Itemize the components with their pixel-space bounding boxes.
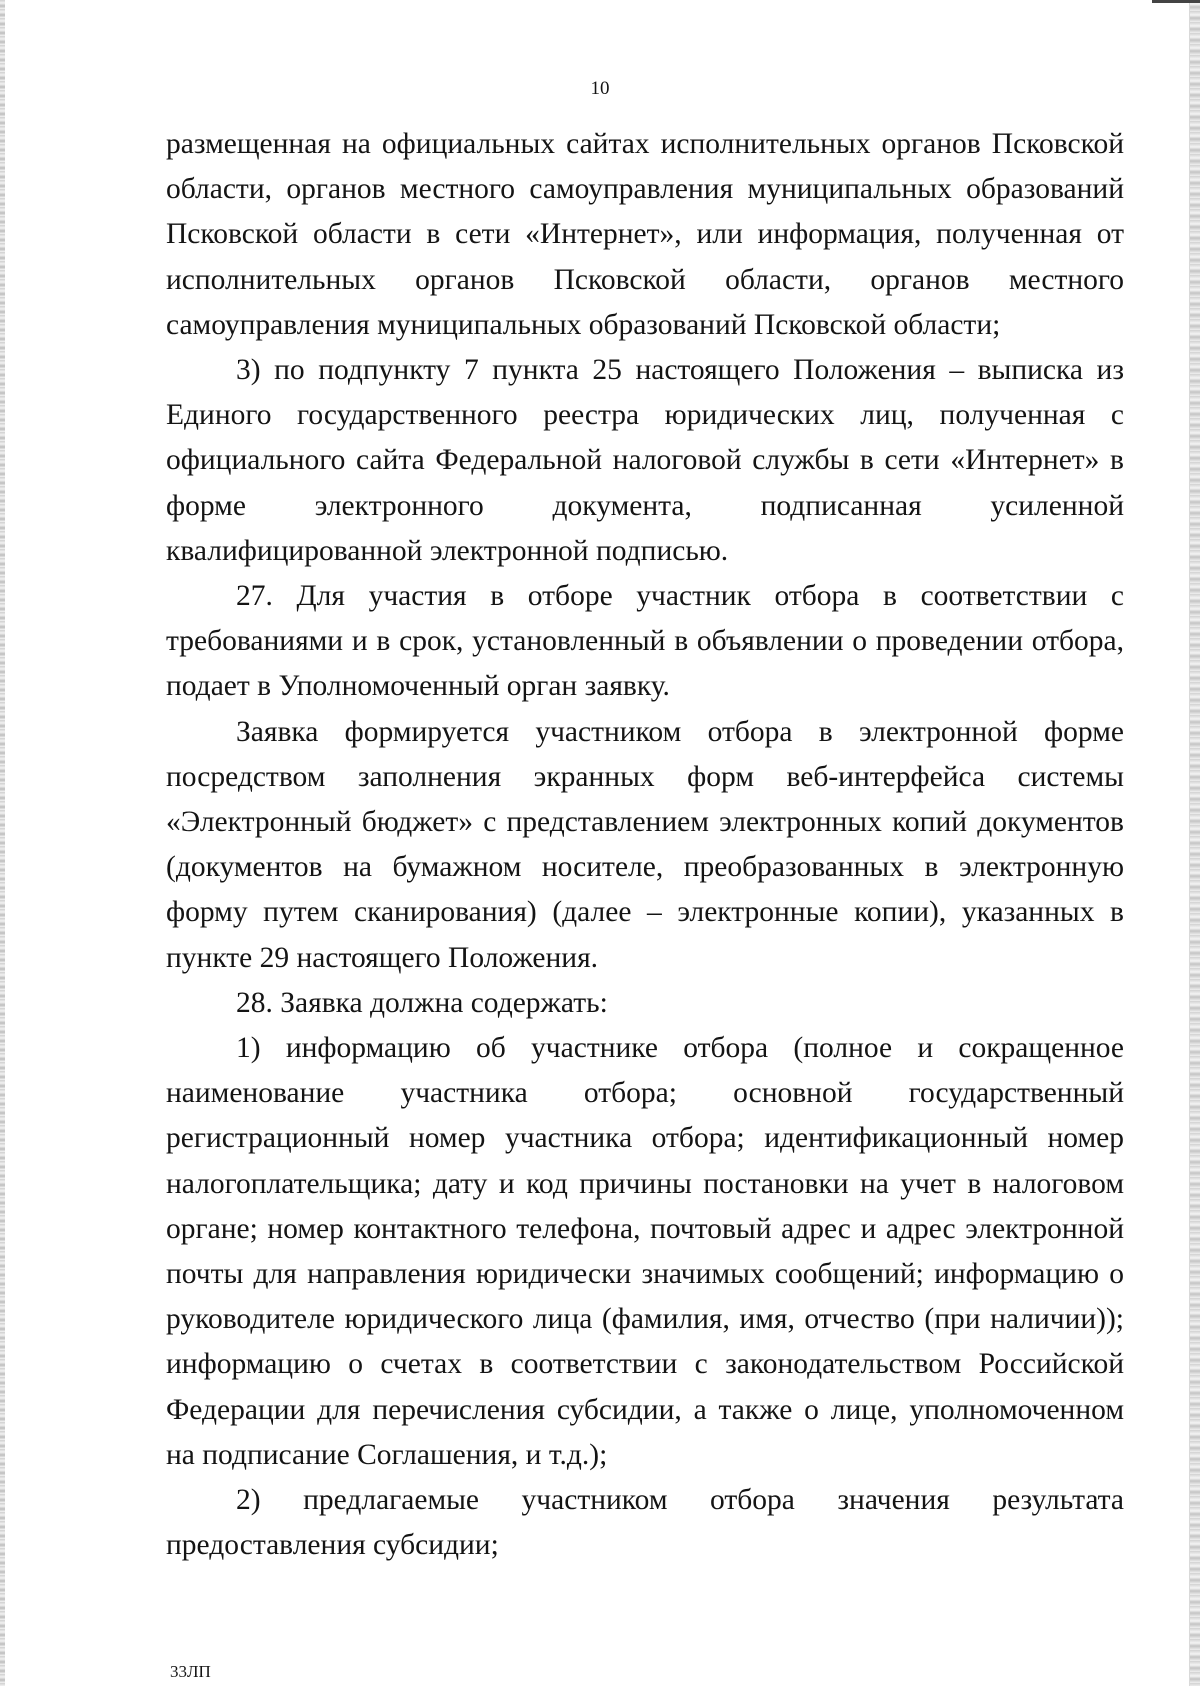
paragraph-application-form: Заявка формируется участником отбора в электронной форме посредством заполнения экранных форм веб-интерфейса системы «Электронный бюджет» с представлением электронных копий документов (документов на бумажном носителе, преобразованных в электронную форму путем сканирования) (далее – электронные копии), указанных в пункте 29 настоящего Положения. xyxy=(166,715,1124,974)
scan-edge-right xyxy=(1189,0,1200,1686)
document-code: 33ЛП xyxy=(170,1662,211,1681)
scan-edge-left xyxy=(0,0,5,1686)
document-body xyxy=(166,122,1124,1569)
paragraph-28-item-2: 2) предлагаемые участником отбора значения результата предоставления субсидии; xyxy=(166,1484,1124,1562)
page-number: 10 xyxy=(590,78,610,99)
paragraph-item-3: 3) по подпункту 7 пункта 25 настоящего Положения – выписка из Единого государственного реестра юридических лиц, полученная с официального сайта Федеральной налоговой службы в сети «Интернет» в форме электронного документа, подписанная усиленной квалифицированной электронной подписью. xyxy=(166,354,1124,567)
paragraph-continuation: размещенная на официальных сайтах исполнительных органов Псковской области, органов местного самоуправления муниципальных образований Псковской области в сети «Интернет», или информация, полученная от исполнительных органов Псковской области, органов местного самоуправления муниципальных образований Псковской области; xyxy=(166,128,1124,341)
paragraph-27: 27. Для участия в отборе участник отбора в соответствии с требованиями и в срок, установленный в объявлении о проведении отбора, подает в Уполномоченный орган заявку. xyxy=(166,580,1124,703)
scan-edge-mark xyxy=(1152,0,1200,3)
paragraph-28: 28. Заявка должна содержать: xyxy=(236,986,608,1019)
paragraph-28-item-1: 1) информацию об участнике отбора (полное и сокращенное наименование участника отбора; основной государственный регистрационный номер участника отбора; идентификационный номер налогоплательщика; дату и код причины постановки на учет в налоговом органе; номер контактного телефона, почтовый адрес и адрес электронной почты для направления юридически значимых сообщений; информацию о руководителе юридического лица (фамилия, имя, отчество (при наличии)); информацию о счетах в соответствии с законодательством Российской Федерации для перечисления субсидии, а также о лице, уполномоченном на подписание Соглашения, и т.д.); xyxy=(166,1032,1124,1471)
